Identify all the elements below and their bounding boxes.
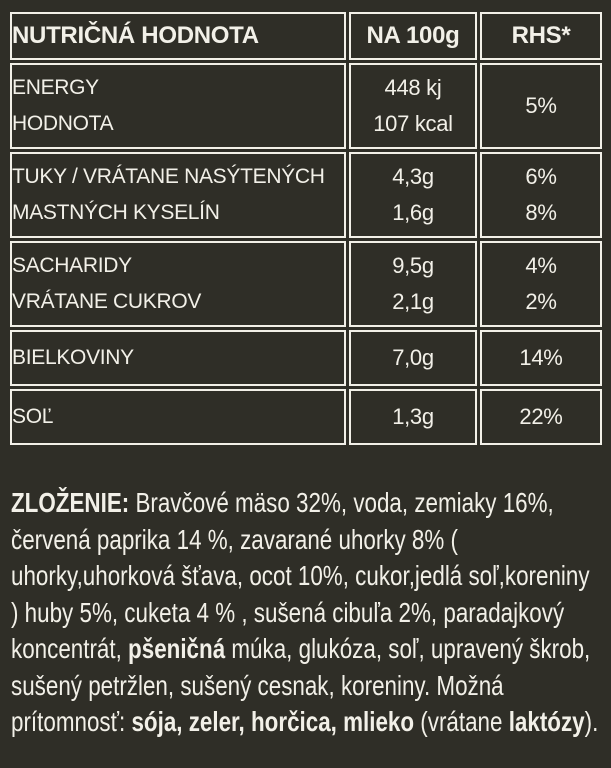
cell-line: 107 kcal (373, 111, 453, 136)
cell-line: TUKY / VRÁTANE NASÝTENÝCH (12, 165, 325, 188)
cell-line: MASTNÝCH KYSELÍN (12, 201, 220, 224)
table-header-row (10, 12, 602, 60)
cell-line: 4,3g (392, 164, 434, 189)
energy-rhs-cell (480, 63, 602, 149)
proteins-label-cell (10, 330, 346, 386)
allergen-lactose: laktózy (508, 706, 585, 737)
ingredients-segment: múka, glukóza, soľ, upravený škrob, sušený petržlen, sušený cesnak, koreniny. Možná prítomnosť: (11, 633, 591, 737)
ingredients-segment: ). (584, 706, 599, 737)
header-nutrition-name: NUTRIČNÁ HODNOTA (10, 12, 346, 60)
table-row-proteins (10, 330, 602, 386)
fats-rhs-cell (480, 152, 602, 238)
table-row-salt (10, 389, 602, 445)
allergen-list: sója, zeler, horčica, mlieko (131, 706, 415, 737)
energy-value-cell (349, 63, 477, 149)
cell-line: SACHARIDY (12, 254, 132, 277)
nutrition-label (0, 9, 611, 768)
cell-line: SOĽ (12, 405, 54, 428)
cell-line: 7,0g (392, 345, 434, 370)
cell-line: 22% (519, 404, 563, 429)
cell-line: HODNOTA (12, 112, 114, 135)
cell-line: VRÁTANE CUKROV (12, 290, 202, 313)
proteins-value-cell (349, 330, 477, 386)
carbs-value-cell (349, 241, 477, 327)
cell-line: 5% (525, 93, 557, 118)
table-row-carbohydrates (10, 241, 602, 327)
salt-label-cell (10, 389, 346, 445)
fats-value-cell (349, 152, 477, 238)
ingredients-segment: Bravčové mäso 32%, voda, zemiaky 16%, červená paprika 14 %, zavarané uhorky 8% ( uhorky,uhorková šťava, ocot 10%, cukor,jedlá soľ,koreniny ) huby 5%, cuketa 4 % , sušená cibuľa 2%, paradajkový koncentrát, (11, 487, 590, 664)
ingredients-segment: (vrátane (414, 706, 509, 737)
cell-line: 2% (525, 289, 557, 314)
cell-line: 9,5g (392, 253, 434, 278)
ingredients-heading: ZLOŽENIE: (11, 487, 136, 518)
header-per-100g: NA 100g (349, 12, 477, 60)
cell-line: 2,1g (392, 289, 434, 314)
cell-line: 1,6g (392, 200, 434, 225)
cell-line: ENERGY (12, 76, 99, 99)
table-row-fats (10, 152, 602, 238)
cell-line: 448 kj (384, 75, 442, 100)
cell-line: 8% (525, 200, 557, 225)
cell-line: BIELKOVINY (12, 346, 134, 369)
salt-rhs-cell (480, 389, 602, 445)
cell-line: 4% (525, 253, 557, 278)
ingredients-paragraph (11, 485, 601, 741)
ingredients-text (11, 485, 601, 741)
header-rhs: RHS* (480, 12, 602, 60)
salt-value-cell (349, 389, 477, 445)
energy-label-cell (10, 63, 346, 149)
proteins-rhs-cell (480, 330, 602, 386)
fats-label-cell (10, 152, 346, 238)
cell-line: 1,3g (392, 404, 434, 429)
nutrition-table (7, 9, 605, 448)
carbs-label-cell (10, 241, 346, 327)
table-row-energy (10, 63, 602, 149)
cell-line: 14% (519, 345, 563, 370)
carbs-rhs-cell (480, 241, 602, 327)
allergen-wheat: pšeničná (128, 633, 226, 664)
cell-line: 6% (525, 164, 557, 189)
